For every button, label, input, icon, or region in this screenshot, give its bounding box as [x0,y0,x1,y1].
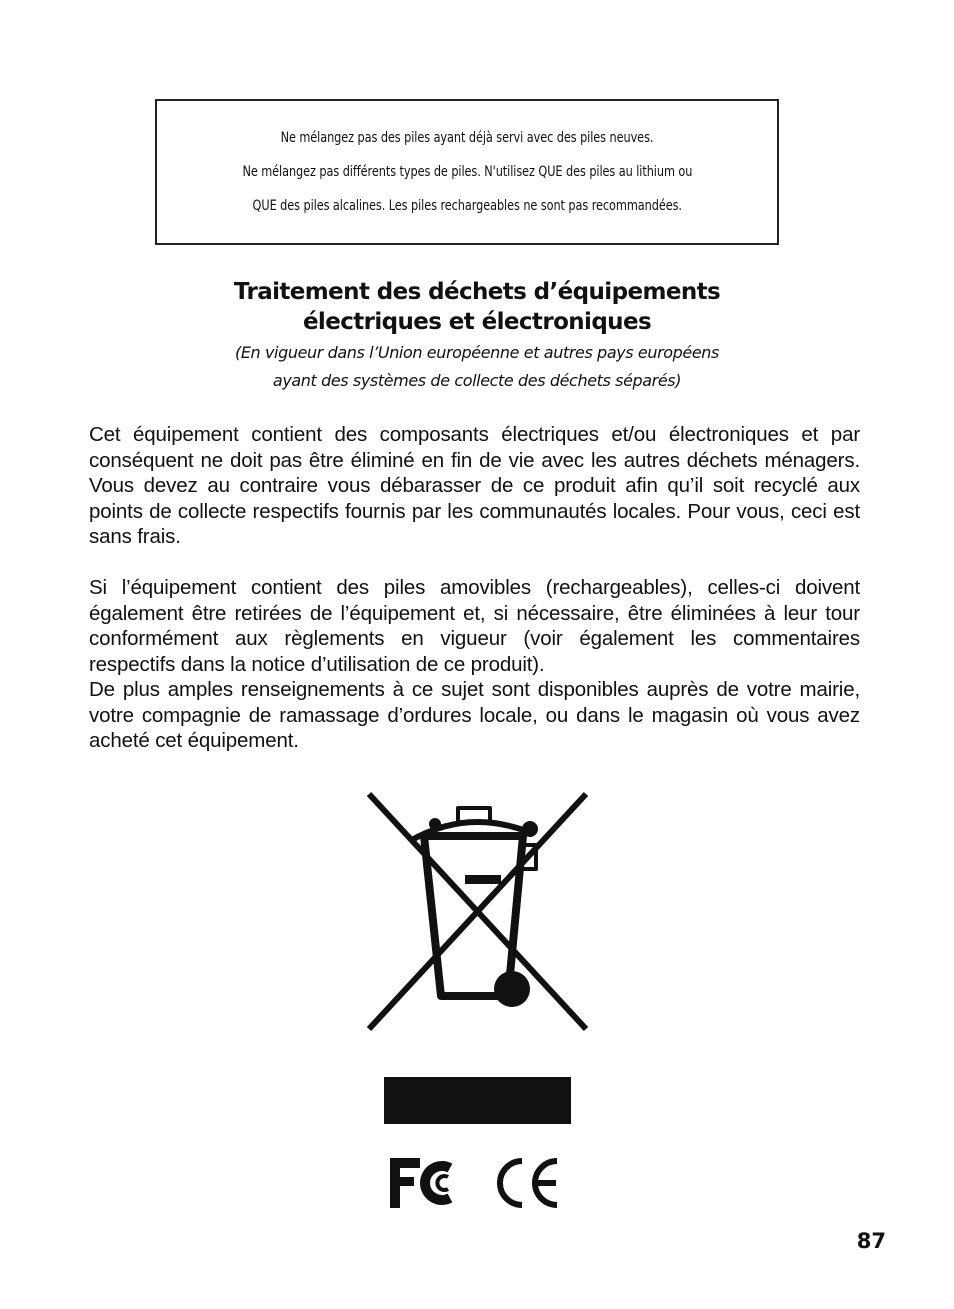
body-paragraph-info: De plus amples renseignements à ce sujet sont disponibles auprès de votre mairie, votre compagnie de ramassage d’ordures locale, ou dans le magasin où vous avez acheté cet équipement. [89,678,860,752]
section-title-line-2: électriques et électroniques [302,309,652,335]
black-bar [384,1077,571,1124]
crossed-out-wheelie-bin-icon [366,791,590,1032]
notice-line: Ne mélangez pas différents types de piles. N'utilisez QUE des piles au lithium ou [242,164,692,180]
section-title-line-1: Traitement des déchets d’équipements [233,279,721,305]
notice-line: QUE des piles alcalines. Les piles rechargeables ne sont pas recommandées. [252,198,682,214]
body-paragraph-disposal: Cet équipement contient des composants électriques et/ou électroniques et par conséquent ne doit pas être éliminé en fin de vie avec les autres déchets ménagers. Vous devez au contraire vous débarasser de ce produit afin qu’il soit recyclé aux points de collecte respectifs fournis par les communautés locales. Pour vous, ceci est sans frais. [89,423,860,548]
page-number: 87 [856,1229,886,1253]
section-subtitle-line-2: ayant des systèmes de collecte des déchets séparés) [272,371,682,390]
ce-mark-icon [494,1155,560,1211]
fcc-logo-icon [388,1155,466,1211]
battery-notice-box [155,99,779,245]
notice-line: Ne mélangez pas des piles ayant déjà servi avec des piles neuves. [280,130,654,146]
section-subtitle-line-1: (En vigueur dans l’Union européenne et autres pays européens [234,343,719,362]
body-paragraph-batteries: Si l’équipement contient des piles amovibles (rechargeables), celles-ci doivent également être retirées de l’équipement et, si nécessaire, être éliminées à leur tour conformément aux règlements en vigueur (voir également les commentaires respectifs dans la notice d’utilisation de ce produit). [89,576,860,676]
